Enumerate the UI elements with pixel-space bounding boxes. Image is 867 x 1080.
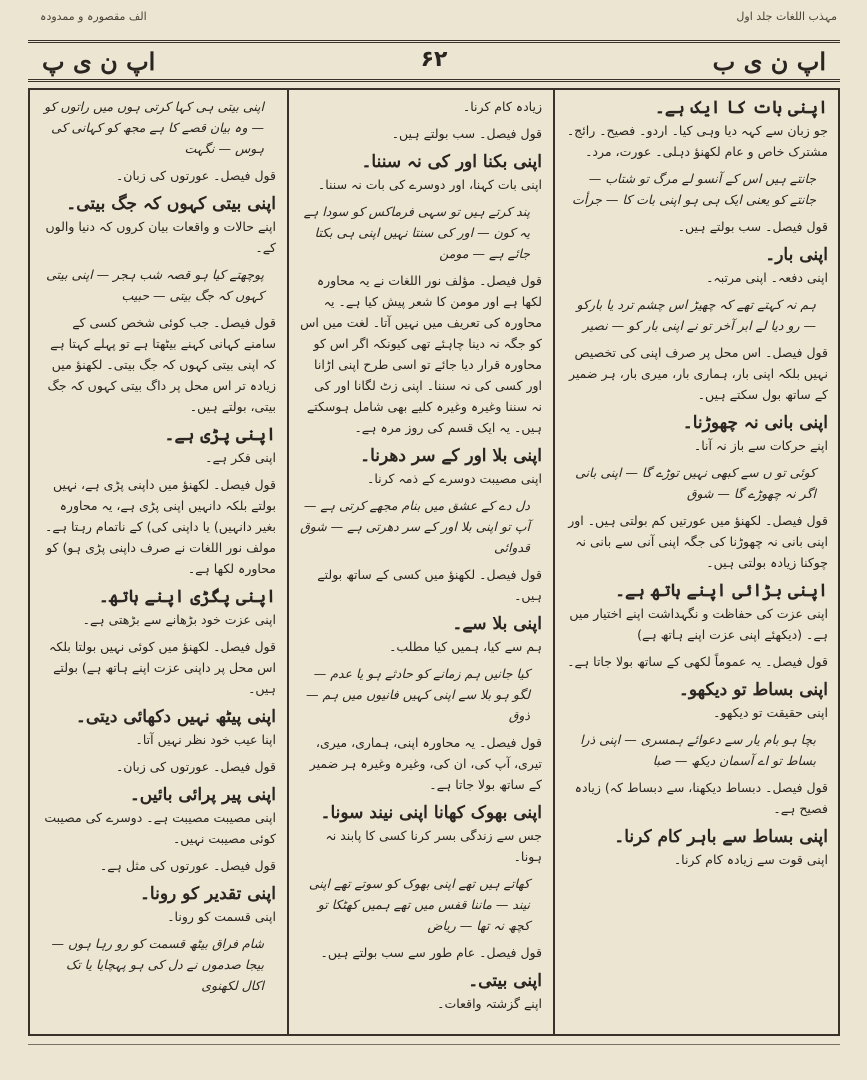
entry-verse: اپنی بیتی ہی کہا کرتی ہوں میں راتوں کو — وہ بیان قصے کا ہے مجھ کو کہانی کی ہوس — نگہت bbox=[44, 99, 264, 156]
entry-definition: قول فیصل۔ یہ عموماً لکھی کے ساتھ بولا جاتا ہے۔ bbox=[567, 654, 828, 669]
entry-headword: اپنی تقدیر کو رونا۔ bbox=[139, 884, 276, 904]
dictionary-entry bbox=[566, 579, 828, 645]
dictionary-entry bbox=[300, 444, 542, 489]
entry-verse: ہم نہ کہتے تھے کہ چھیڑ اس چشم ترد یا بارکو — رو دیا لے ابر آخر تو نے اپنی بار کو — نصیر bbox=[576, 297, 816, 333]
dictionary-entry bbox=[40, 96, 276, 159]
entry-definition: قول فیصل۔ جب کوئی شخص کسی کے سامنے کہانی کہنے بیٹھتا ہے تو پہلے کہتا ہے کہ اپنی بیتی کہوں کہ جگ بیتی۔ لکھنؤ میں زیادہ تر اس محل پر داگ بیتی کہوں کہ جگ بیتی، بولتے ہیں۔ bbox=[47, 315, 276, 414]
column-divider bbox=[287, 90, 289, 1034]
entry-definition: ہم سے کیا، ہمیں کیا مطلب۔ bbox=[389, 639, 542, 654]
entry-verse: جانتے ہیں اس کے آنسو لے مرگ تو شتاب — جانتے کو یعنی ایک ہی ہو اپنی بات کا — جرأت bbox=[572, 171, 816, 207]
entry-definition: اپنی قسمت کو رونا۔ bbox=[167, 909, 276, 924]
entry-headword: اپنی بڑائی اپنے ہاتھ ہے۔ bbox=[615, 581, 828, 601]
dictionary-entry bbox=[300, 270, 542, 438]
entry-headword: اپنی بلا سے۔ bbox=[452, 614, 542, 634]
entry-definition: جس سے زندگی بسر کرنا کسی کا پابند نہ ہونا۔ bbox=[325, 828, 542, 864]
entry-headword: اپنی بساط تو دیکھو۔ bbox=[678, 680, 828, 700]
entry-definition: اپنی دفعہ۔ اپنی مرتبہ۔ bbox=[706, 270, 828, 285]
entry-definition: قول فیصل۔ لکھنؤ میں کسی کے ساتھ بولتے ہیں۔ bbox=[317, 567, 542, 603]
dictionary-entry bbox=[300, 801, 542, 867]
header-title-right: اپ ن ی ب bbox=[712, 47, 826, 76]
dictionary-entry bbox=[566, 777, 828, 819]
entry-headword: اپنی پیر پرائی بائیں۔ bbox=[129, 785, 276, 805]
dictionary-entry bbox=[40, 933, 276, 996]
dictionary-entry bbox=[566, 411, 828, 456]
entry-headword: اپنی بلا اور کے سر دھرنا۔ bbox=[360, 446, 542, 466]
dictionary-entry bbox=[300, 942, 542, 963]
entry-verse: پند کرتے ہیں تو سہی فرماکس کو سودا ہے یہ کون — اور کی سنتا نہیں اپنی ہی بکتا جائے ہے — مومن bbox=[303, 204, 530, 261]
dictionary-entry bbox=[40, 855, 276, 876]
entry-definition: اپنے حالات و واقعات بیان کروں کہ دنیا والوں کے۔ bbox=[45, 219, 276, 255]
dictionary-entry bbox=[300, 873, 542, 936]
page-number: ۶۲ bbox=[420, 47, 448, 72]
entry-definition: قول فیصل۔ مؤلف نور اللغات نے یہ محاورہ لکھا ہے اور مومن کا شعر پیش کیا ہے۔ یہ محاورہ کی تعریف میں نہیں آتا۔ لغت میں اس کو جگہ نہ دینا چاہئے تھی کیونکہ اگر اس کو محاورہ قرار دیا جائے تو اسی طرح اپنی اڑانا اور کسی کی نہ سننا۔ اپنی زٹ لگانا اور کی نہ سننا وغیرہ وغیرہ کلیے بھی شامل ہوسکتے ہیں۔ یہ ایک قسم کی روز مرہ ہے۔ bbox=[300, 273, 542, 435]
dictionary-entry bbox=[40, 165, 276, 186]
top-right-note: مہذب اللغات جلد اول bbox=[736, 10, 837, 23]
entry-verse: کوئی تو ں سے کبھی نہیں توڑے گا — اپنی بانی اگر نہ چھوڑے گا — شوق bbox=[575, 465, 816, 501]
entry-headword: اپنی بانی نہ چھوڑنا۔ bbox=[682, 413, 828, 433]
entry-definition: قول فیصل۔ سب بولتے ہیں۔ bbox=[391, 126, 542, 141]
dictionary-entry bbox=[40, 312, 276, 417]
entry-definition: اپنی بات کہنا، اور دوسرے کی بات نہ سننا۔ bbox=[317, 177, 542, 192]
entry-headword: اپنی بکنا اور کی نہ سننا۔ bbox=[361, 152, 542, 172]
column-right bbox=[556, 92, 838, 1032]
dictionary-entry bbox=[566, 243, 828, 288]
entry-definition: اپنی حقیقت تو دیکھو۔ bbox=[713, 705, 828, 720]
entry-definition: اپنی عزت کی حفاظت و نگہداشت اپنے اختیار میں ہے۔ (دیکھئے اپنی عزت اپنے ہاتھ ہے) bbox=[569, 606, 828, 642]
dictionary-entry bbox=[40, 783, 276, 849]
dictionary-entry bbox=[40, 636, 276, 699]
entry-headword: اپنی بساط سے باہر کام کرنا۔ bbox=[614, 827, 828, 847]
entry-definition: قول فیصل۔ لکھنؤ میں عورتیں کم بولتی ہیں۔ اور اپنی بانی نہ چھوڑنا کی جگہ اپنی آنی سے بانی نہ چوکنا زیادہ بولتی ہیں۔ bbox=[568, 513, 828, 570]
entry-definition: قول فیصل۔ عورتوں کی زبان۔ bbox=[115, 759, 276, 774]
dictionary-entry bbox=[566, 510, 828, 573]
bottom-rule bbox=[28, 1044, 840, 1045]
entry-headword: اپنی بار۔ bbox=[765, 245, 828, 265]
entry-headword: اپنی بیتی کہوں کہ جگ بیتی۔ bbox=[66, 194, 276, 214]
dictionary-entry bbox=[300, 123, 542, 144]
entry-verse: کھاتے ہیں تھے اپنی بھوک کو سوتے تھے اپنی نیند — ماننا قفس میں تھے ہمیں کھٹکا تو کچھ نہ تھا — ریاض bbox=[308, 876, 530, 933]
entry-verse: پوچھتے کیا ہو قصہ شب ہجر — اپنی بیتی کہوں کہ جگ بیتی — حبیب bbox=[46, 267, 264, 303]
entry-definition: قول فیصل۔ لکھنؤ میں کوئی نہیں بولتا بلکہ اس محل پر داپنی عزت اپنے ہاتھ ہے) بولتے ہیں۔ bbox=[49, 639, 276, 696]
entry-definition: قول فیصل۔ عام طور سے سب بولتے ہیں۔ bbox=[320, 945, 542, 960]
entry-definition: قول فیصل۔ اس محل پر صرف اپنی کی تخصیص نہیں بلکہ اپنی بار، ہماری بار، میری بار، ہر ضمیر کے ساتھ بول سکتے ہیں۔ bbox=[569, 345, 828, 402]
entry-definition: قول فیصل۔ دبساط دیکھنا، سے دبساط کہ) زیادہ فصیح ہے۔ bbox=[574, 780, 828, 816]
entry-definition: اپنی فکر ہے۔ bbox=[205, 450, 276, 465]
dictionary-entry bbox=[300, 495, 542, 558]
column-left bbox=[30, 92, 286, 1032]
entry-definition: اپنے حرکات سے باز نہ آنا۔ bbox=[693, 438, 828, 453]
header-title-left: اپ ن ی پ bbox=[42, 47, 156, 76]
entry-definition: قول فیصل۔ عورتوں کی زبان۔ bbox=[115, 168, 276, 183]
dictionary-entry bbox=[566, 96, 828, 162]
column-middle bbox=[290, 92, 552, 1032]
dictionary-entry bbox=[566, 168, 828, 210]
dictionary-entry bbox=[566, 216, 828, 237]
dictionary-entry bbox=[566, 729, 828, 771]
dictionary-entry bbox=[300, 732, 542, 795]
entry-definition: اپنی مصیبت مصیبت ہے۔ دوسرے کی مصیبت کوئی مصیبت نہیں۔ bbox=[44, 810, 276, 846]
entry-headword: اپنی بیتی۔ bbox=[468, 971, 542, 991]
dictionary-entry bbox=[300, 201, 542, 264]
page-header bbox=[28, 40, 840, 82]
entry-verse: شام فراق بیٹھ قسمت کو رو رہا ہوں — بیجا صدموں نے دل کی ہو پہچایا یا تک اکال لکھنوی bbox=[51, 936, 264, 993]
entry-definition: قول فیصل۔ لکھنؤ میں داپنی پڑی ہے، نہیں بولتے بلکہ دانہیں اپنی پڑی ہے، یہ محاورہ بغیر دانہیں) یا داپنی کی) کے ناتمام رہتا ہے۔ مولف نور اللغات نے صرف داپنی پڑی ہو) کو محاورہ لکھا ہے۔ bbox=[45, 477, 276, 576]
entry-definition: قول فیصل۔ یہ محاورہ اپنی، ہماری، میری، تیری، آپ کی، ان کی، وغیرہ وغیرہ ہر ضمیر کے ساتھ بولا جاتا ہے۔ bbox=[309, 735, 542, 792]
entry-definition: اپنی مصیبت دوسرے کے ذمہ کرنا۔ bbox=[367, 471, 542, 486]
entry-definition: اپنا عیب خود نظر نہیں آتا۔ bbox=[135, 732, 276, 747]
entry-definition: قول فیصل۔ سب بولتے ہیں۔ bbox=[677, 219, 828, 234]
entry-definition: اپنی عزت خود بڑھانے سے بڑھتی ہے۔ bbox=[82, 612, 276, 627]
entry-definition: جو زبان سے کہہ دیا وہی کیا۔ اردو۔ فصیح۔ رائج۔ مشترک خاص و عام لکھنؤ دہلی۔ عورت، مرد۔ bbox=[566, 123, 828, 159]
dictionary-entry bbox=[566, 678, 828, 723]
dictionary-entry bbox=[566, 294, 828, 336]
entry-definition: قول فیصل۔ عورتوں کی مثل ہے۔ bbox=[99, 858, 276, 873]
dictionary-entry bbox=[566, 651, 828, 672]
dictionary-entry bbox=[300, 96, 542, 117]
entry-verse: کیا جانیں ہم زمانے کو حادثے ہو یا عدم — لگو ہو بلا سے اپنی کہیں فانیوں میں ہم — ذوق bbox=[306, 666, 530, 723]
dictionary-entry bbox=[300, 150, 542, 195]
dictionary-entry bbox=[40, 264, 276, 306]
column-divider bbox=[553, 90, 555, 1034]
top-left-note: الف مقصورہ و ممدودہ bbox=[40, 10, 147, 23]
dictionary-entry bbox=[300, 663, 542, 726]
entry-definition: زیادہ کام کرنا۔ bbox=[462, 99, 542, 114]
dictionary-entry bbox=[40, 705, 276, 750]
dictionary-entry bbox=[40, 192, 276, 258]
dictionary-entry bbox=[40, 585, 276, 630]
dictionary-entry bbox=[300, 612, 542, 657]
entry-headword: اپنی پگڑی اپنے ہاتھ۔ bbox=[98, 587, 276, 607]
entry-verse: بچا ہو بام یار سے دعوائے ہمسری — اپنی ذرا بساط تو اے آسمان دیکھ — صبا bbox=[580, 732, 816, 768]
entry-verse: دل دے کے عشق میں بنام مجھے کرتی ہے — آپ تو اپنی بلا اور کے سر دھرتی ہے — شوق قدوائی bbox=[300, 498, 530, 555]
entry-definition: اپنی قوت سے زیادہ کام کرنا۔ bbox=[673, 852, 828, 867]
entry-headword: اپنی بھوک کھانا اپنی نیند سونا۔ bbox=[320, 803, 542, 823]
entry-headword: اپنی پیٹھ نہیں دکھائی دیتی۔ bbox=[75, 707, 276, 727]
dictionary-entry bbox=[300, 564, 542, 606]
dictionary-entry bbox=[40, 882, 276, 927]
dictionary-entry bbox=[40, 474, 276, 579]
dictionary-entry bbox=[566, 342, 828, 405]
dictionary-entry bbox=[300, 969, 542, 1014]
dictionary-entry bbox=[40, 423, 276, 468]
dictionary-entry bbox=[566, 825, 828, 870]
entry-headword: اپنی پڑی ہے۔ bbox=[164, 425, 276, 445]
entry-headword: اپنی بات کا ایک ہے۔ bbox=[654, 98, 828, 118]
entry-definition: اپنے گزشتہ واقعات۔ bbox=[437, 996, 542, 1011]
dictionary-entry bbox=[40, 756, 276, 777]
dictionary-entry bbox=[566, 462, 828, 504]
